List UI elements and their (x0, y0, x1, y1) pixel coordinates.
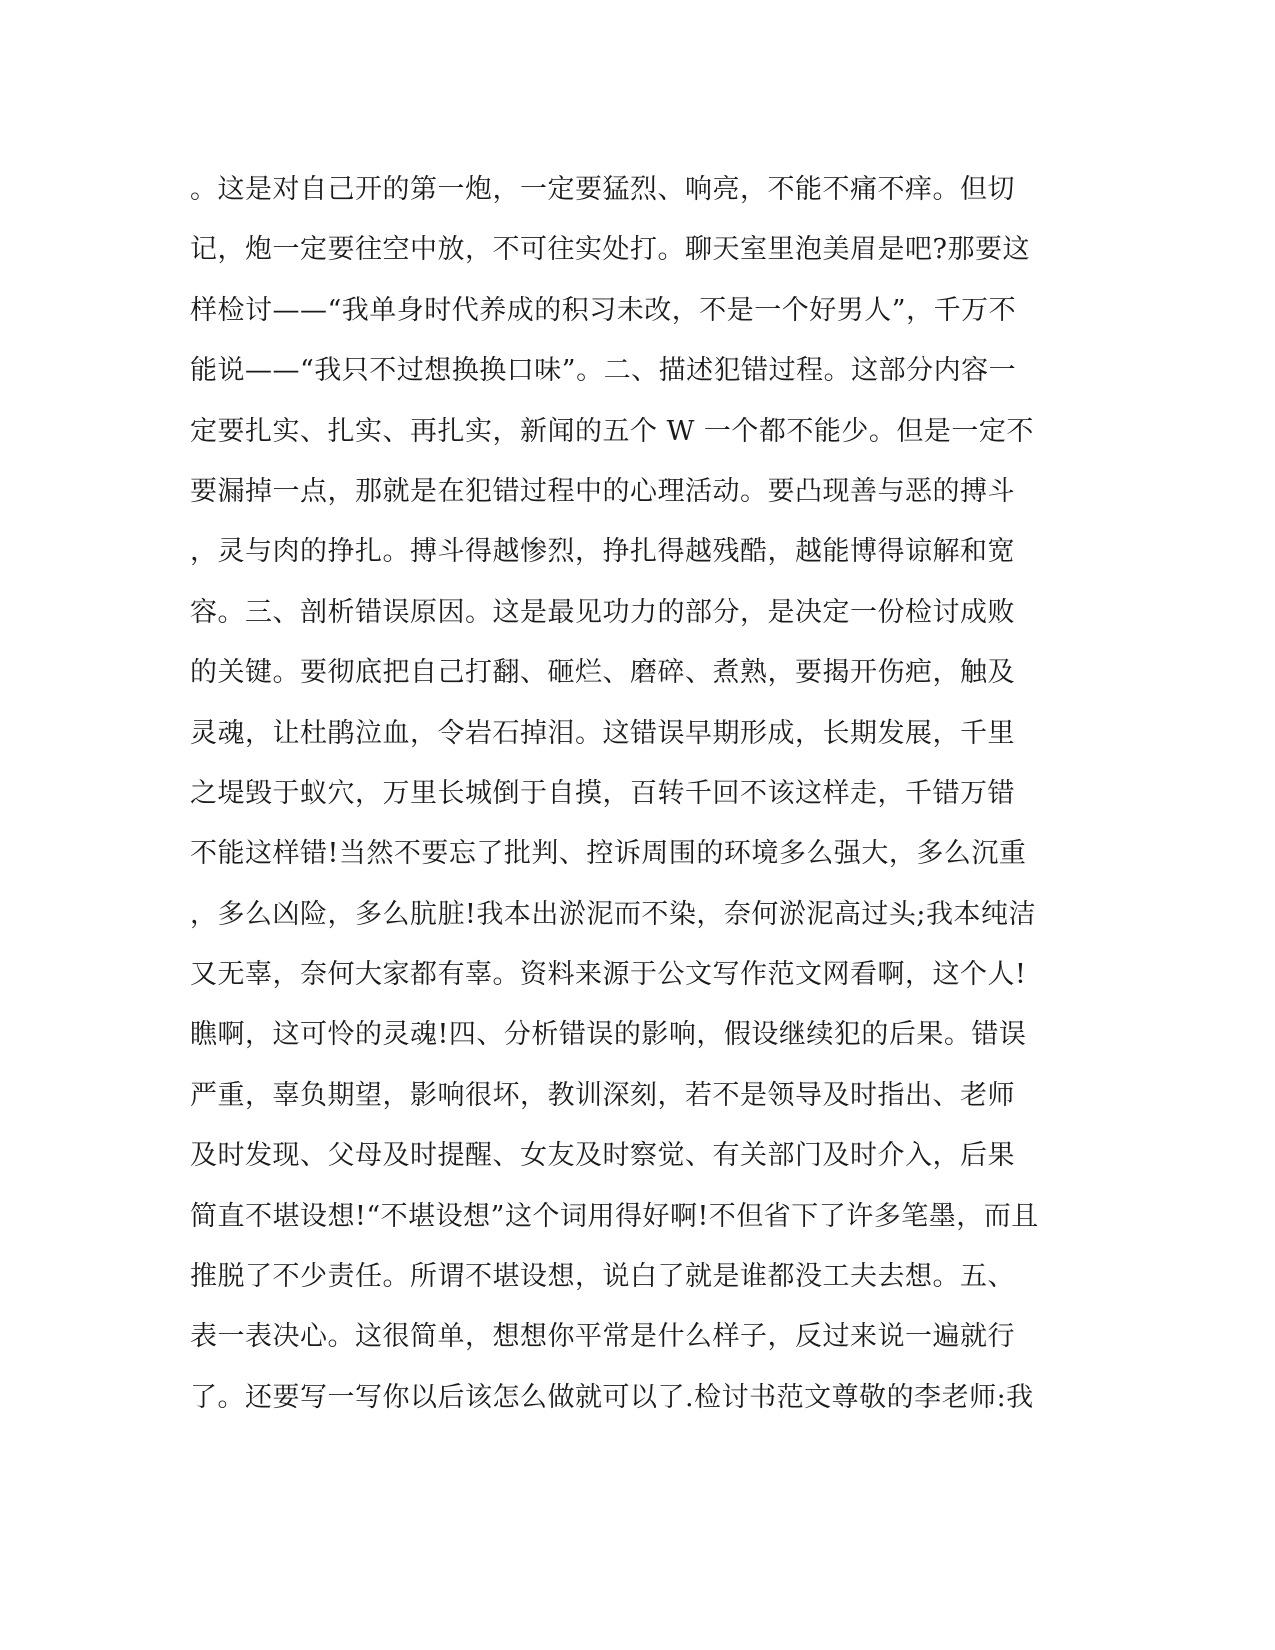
text-line-15: 瞧啊，这可怜的灵魂!四、分析错误的影响，假设继续犯的后果。错误 (190, 1019, 1027, 1051)
text-line-8: 容。三、剖析错误原因。这是最见功力的部分，是决定一份检讨成败 (190, 596, 1015, 628)
text-line-18: 简直不堪设想!“不堪设想”这个词用得好啊!不但省下了许多笔墨，而且 (190, 1200, 1039, 1232)
text-line-21: 了。还要写一写你以后该怎么做就可以了.检讨书范文尊敬的李老师:我 (190, 1381, 1034, 1413)
text-line-17: 及时发现、父母及时提醒、女友及时察觉、有关部门及时介入，后果 (190, 1140, 1015, 1172)
text-line-20: 表一表决心。这很简单，想想你平常是什么样子，反过来说一遍就行 (190, 1321, 1015, 1353)
text-line-7: ，灵与肉的挣扎。搏斗得越惨烈，挣扎得越残酷，越能博得谅解和宽 (190, 536, 1015, 568)
text-line-12: 不能这样错!当然不要忘了批判、控诉周围的环境多么强大，多么沉重 (190, 838, 1027, 870)
text-line-2: 记，炮一定要往空中放，不可往实处打。聊天室里泡美眉是吧?那要这 (190, 234, 1030, 266)
text-line-1: 。这是对自己开的第一炮，一定要猛烈、响亮，不能不痛不痒。但切 (190, 174, 1015, 205)
text-line-4: 能说——“我只不过想换换口味”。二、描述犯错过程。这部分内容一 (190, 355, 1017, 387)
text-line-13: ，多么凶险，多么肮脏!我本出淤泥而不染，奈何淤泥高过头;我本纯洁 (190, 898, 1036, 930)
text-line-19: 推脱了不少责任。所谓不堪设想，说白了就是谁都没工夫去想。五、 (190, 1261, 1015, 1293)
text-line-9: 的关键。要彻底把自己打翻、砸烂、磨碎、煮熟，要揭开伤疤，触及 (190, 657, 1015, 689)
text-line-5: 定要扎实、扎实、再扎实，新闻的五个 W 一个都不能少。但是一定不 (190, 415, 1034, 447)
text-line-11: 之堤毁于蚁穴，万里长城倒于自摸，百转千回不该这样走，千错万错 (190, 777, 1015, 809)
text-line-6: 要漏掉一点，那就是在犯错过程中的心理活动。要凸现善与恶的搏斗 (190, 475, 1015, 507)
body-text (190, 160, 1090, 1428)
text-line-10: 灵魂，让杜鹃泣血，令岩石掉泪。这错误早期形成，长期发展，千里 (190, 717, 1015, 749)
text-line-14: 又无辜，奈何大家都有辜。资料来源于公文写作范文网看啊，这个人! (190, 959, 1027, 991)
text-line-3: 样检讨——“我单身时代养成的积习未改，不是一个好男人”，千万不 (190, 294, 1017, 326)
text-line-16: 严重，辜负期望，影响很坏，教训深刻，若不是领导及时指出、老师 (190, 1079, 1015, 1111)
